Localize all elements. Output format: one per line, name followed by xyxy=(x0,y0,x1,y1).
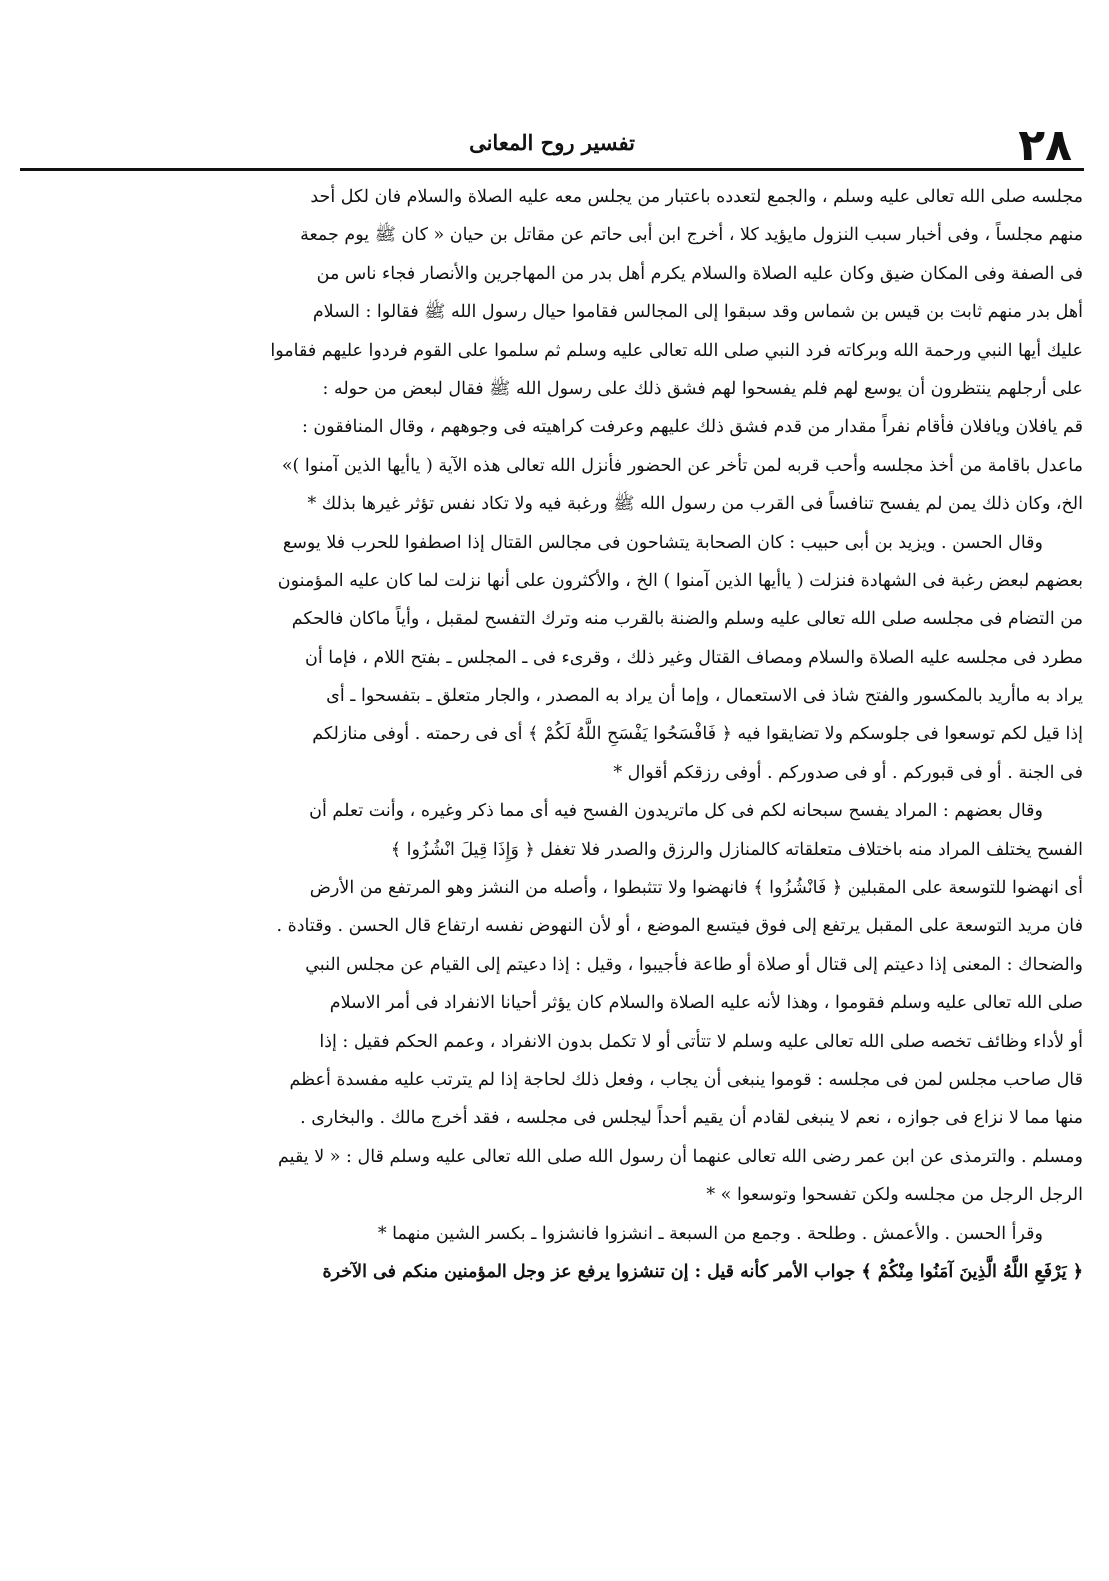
page-header xyxy=(22,120,1082,172)
text-line: من التضام فى مجلسه صلى الله تعالى عليه وسلم والضنة بالقرب منه وترك التفسح لمقبل ، وأياً ماكان فالحكم xyxy=(291,609,1083,630)
text-line: منها مما لا نزاع فى جوازه ، نعم لا ينبغى لقادم أن يقيم أحداً ليجلس فى مجلسه ، فقد أخرج مالك . والبخارى . xyxy=(300,1108,1083,1129)
text-line: أو لأداء وظائف تخصه صلى الله تعالى عليه وسلم لا تتأتى أو لا تكمل بدون الانفراد ، وعمم الحكم فقيل : إذا xyxy=(319,1031,1083,1052)
text-line: عليك أيها النبي ورحمة الله وبركاته فرد النبي صلى الله تعالى عليه وسلم ثم سلموا على القوم فردوا عليهم فقاموا xyxy=(270,340,1083,361)
text-line: يراد به ماأريد بالمكسور والفتح شاذ فى الاستعمال ، وإما أن يراد به المصدر ، والجار متعلق ـ بتفسحوا ـ أى xyxy=(326,686,1083,707)
text-line: الخ، وكان ذلك يمن لم يفسح تنافساً فى القرب من رسول الله ﷺ ورغبة فيه ولا تكاد نفس تؤثر غيرها بذلك * xyxy=(307,494,1083,515)
text-line: منهم مجلساً ، وفى أخبار سبب النزول مايؤيد كلا ، أخرج ابن أبى حاتم عن مقاتل بن حيان « كان ﷺ يوم جمعة xyxy=(300,225,1083,246)
header-rule xyxy=(20,168,1084,171)
text-line: بعضهم لبعض رغبة فى الشهادة فنزلت ( ياأيها الذين آمنوا ) الخ ، والأكثرون على أنها نزلت لما كان عليه المؤمنون xyxy=(277,570,1083,591)
text-line: وقال بعضهم : المراد يفسح سبحانه لكم فى كل ماتريدون الفسح فيه أى مما ذكر وغيره ، وأنت تعلم أن xyxy=(309,801,1043,822)
text-line: والضحاك : المعنى إذا دعيتم إلى قتال أو صلاة أو طاعة فأجيبوا ، وقيل : إذا دعيتم إلى القيام عن مجلس النبي xyxy=(305,954,1083,975)
text-line: قم يافلان ويافلان فأقام نفراً مقدار من قدم فشق ذلك عليهم وعرفت كراهيته فى وجوههم ، وقال المنافقون : xyxy=(301,417,1083,438)
text-line: قال صاحب مجلس لمن فى مجلسه : قوموا ينبغى أن يجاب ، وفعل ذلك لحاجة إذا لم يترتب عليه مفسدة أعظم xyxy=(289,1069,1083,1090)
text-line: فى الصفة وفى المكان ضيق وكان عليه الصلاة والسلام يكرم أهل بدر من المهاجرين والأنصار فجاء ناس من xyxy=(316,263,1083,284)
text-line: الرجل الرجل من مجلسه ولكن تفسحوا وتوسعوا » * xyxy=(706,1185,1083,1206)
text-line: ماعدل باقامة من أخذ مجلسه وأحب قربه لمن تأخر عن الحضور فأنزل الله تعالى هذه الآية ( ياأيها الذين آمنوا )» xyxy=(281,455,1083,476)
text-line: وقرأ الحسن . والأعمش . وطلحة . وجمع من السبعة ـ انشزوا فانشزوا ـ بكسر الشين منهما * xyxy=(377,1223,1043,1244)
text-line: مجلسه صلى الله تعالى عليه وسلم ، والجمع لتعدده باعتبار من يجلس معه عليه الصلاة والسلام فان لكل أحد xyxy=(310,187,1083,207)
text-line: أى انهضوا للتوسعة على المقبلين ﴿ فَانْشُزُوا ﴾ فانهضوا ولا تتثبطوا ، وأصله من النشز وهو المرتفع من الأرض xyxy=(309,878,1083,899)
text-line: الفسح يختلف المراد منه باختلاف متعلقاته كالمنازل والرزق والصدر فلا تغفل ﴿ وَإِذَا قِيلَ انْشُزُوا ﴾ xyxy=(390,839,1083,860)
text-line: على أرجلهم ينتظرون أن يوسع لهم فلم يفسحوا لهم فشق ذلك على رسول الله ﷺ فقال لبعض من حوله : xyxy=(322,378,1083,399)
text-line: مطرد فى مجلسه عليه الصلاة والسلام ومصاف القتال وغير ذلك ، وقرىء فى ـ المجلس ـ بفتح اللام ، فإما أن xyxy=(304,647,1083,668)
text-line: ﴿ يَرْفَعِ اللَّهُ الَّذِينَ آمَنُوا مِنْكُمْ ﴾ جواب الأمر كأنه قيل : إن تنشزوا يرفع عز وجل المؤمنين منكم فى الآخرة xyxy=(322,1261,1083,1282)
text-line: أهل بدر منهم ثابت بن قيس بن شماس وقد سبقوا إلى المجالس فقاموا حيال رسول الله ﷺ فقالوا : السلام xyxy=(312,302,1083,323)
text-line: ومسلم . والترمذى عن ابن عمر رضى الله تعالى عنهما أن رسول الله صلى الله تعالى عليه وسلم قال : « لا يقيم xyxy=(278,1146,1083,1167)
body-text xyxy=(27,178,1083,1291)
text-line: فان مريد التوسعة على المقبل يرتفع إلى فوق فيتسع الموضع ، أو لأن النهوض نفسه ارتفاع قال الحسن . وقتادة . xyxy=(276,916,1083,937)
text-line: فى الجنة . أو فى قبوركم . أو فى صدوركم . أوفى رزقكم أقوال * xyxy=(613,762,1083,783)
running-title: تفسير روح المعانى xyxy=(469,130,635,155)
text-line: إذا قيل لكم توسعوا فى جلوسكم ولا تضايقوا فيه ﴿ فَافْسَحُوا يَفْسَحِ اللَّهُ لَكُمْ ﴾ أى فى رحمته . أوفى منازلكم xyxy=(312,724,1083,745)
page-number: ٢٨ xyxy=(1018,120,1072,171)
text-line: صلى الله تعالى عليه وسلم فقوموا ، وهذا لأنه عليه الصلاة والسلام كان يؤثر أحيانا الانفراد فى أمر الاسلام xyxy=(329,993,1083,1014)
text-line: وقال الحسن . ويزيد بن أبى حبيب : كان الصحابة يتشاحون فى مجالس القتال إذا اصطفوا للحرب فلا يوسع xyxy=(282,532,1043,553)
